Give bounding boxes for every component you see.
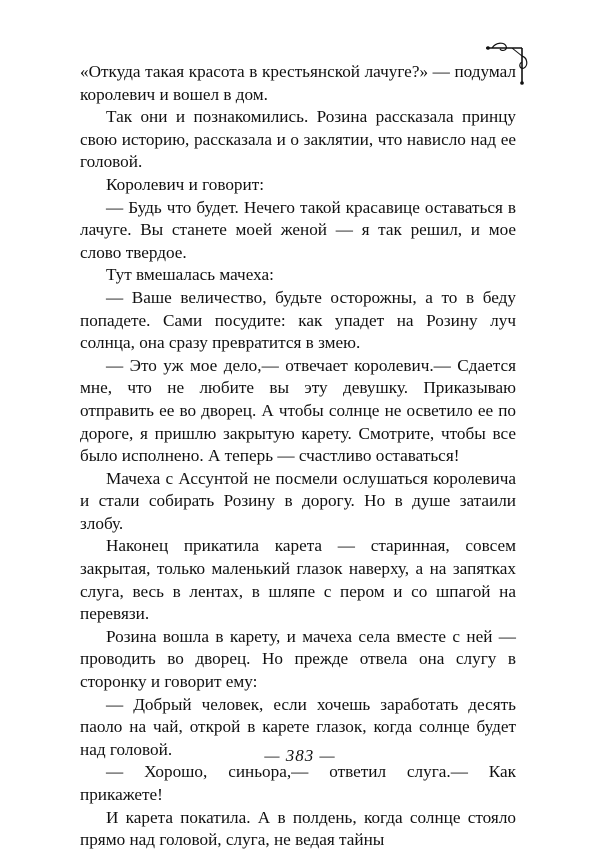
- paragraph: «Откуда такая красота в крестьянской лачуге?» — подумал королевич и вошел в дом.: [80, 62, 516, 104]
- page-text: [80, 61, 516, 852]
- paragraph: И карета покатила. А в полдень, когда солнце стояло прямо над головой, слуга, не ведая тайны: [80, 807, 516, 850]
- paragraph: — Это уж мое дело,— отвечает королевич.— Сдается мне, что не любите вы эту девушку. Приказываю отправить ее во дворец. А чтобы солнце не осветило ее по дороге, я пришлю закрытую карету. Смотрите, чтобы все было исполнено. А теперь — счастливо оставаться!: [80, 355, 516, 466]
- paragraph: Наконец прикатила карета — старинная, совсем закрытая, только маленький глазок наверху, а на запятках слуга, весь в лентах, в шляпе с пером и со шпагой на перевязи.: [80, 536, 516, 624]
- paragraph: Так они и познакомились. Розина рассказала принцу свою историю, рассказала и о заклятии, что нависло над ее головой.: [80, 107, 516, 172]
- paragraph: Мачеха с Ассунтой не посмели ослушаться королевича и стали собирать Розину в дорогу. Но в душе затаили злобу.: [80, 468, 516, 533]
- paragraph: — Ваше величество, будьте осторожны, а то в беду попадете. Сами посудите: как упадет на Розину луч солнца, она сразу превратится в змею.: [80, 287, 516, 353]
- page-number: — 383 —: [264, 746, 336, 765]
- paragraph: — Будь что будет. Нечего такой красавице оставаться в лачуге. Вы станете моей женой — я так решил, и мое слово твердое.: [80, 197, 516, 262]
- paragraph: Королевич и говорит:: [106, 174, 265, 194]
- paragraph: — Добрый человек, если хочешь заработать десять паоло на чай, открой в карете глазок, когда солнце будет над головой.: [80, 694, 516, 759]
- paragraph: — Хорошо, синьора,— ответил слуга.— Как прикажете!: [80, 762, 516, 804]
- paragraph: Розина вошла в карету, и мачеха села вместе с ней — проводить во дворец. Но прежде отвела она слугу в сторонку и говорит ему:: [80, 626, 516, 692]
- paragraph: Тут вмешалась мачеха:: [106, 265, 274, 285]
